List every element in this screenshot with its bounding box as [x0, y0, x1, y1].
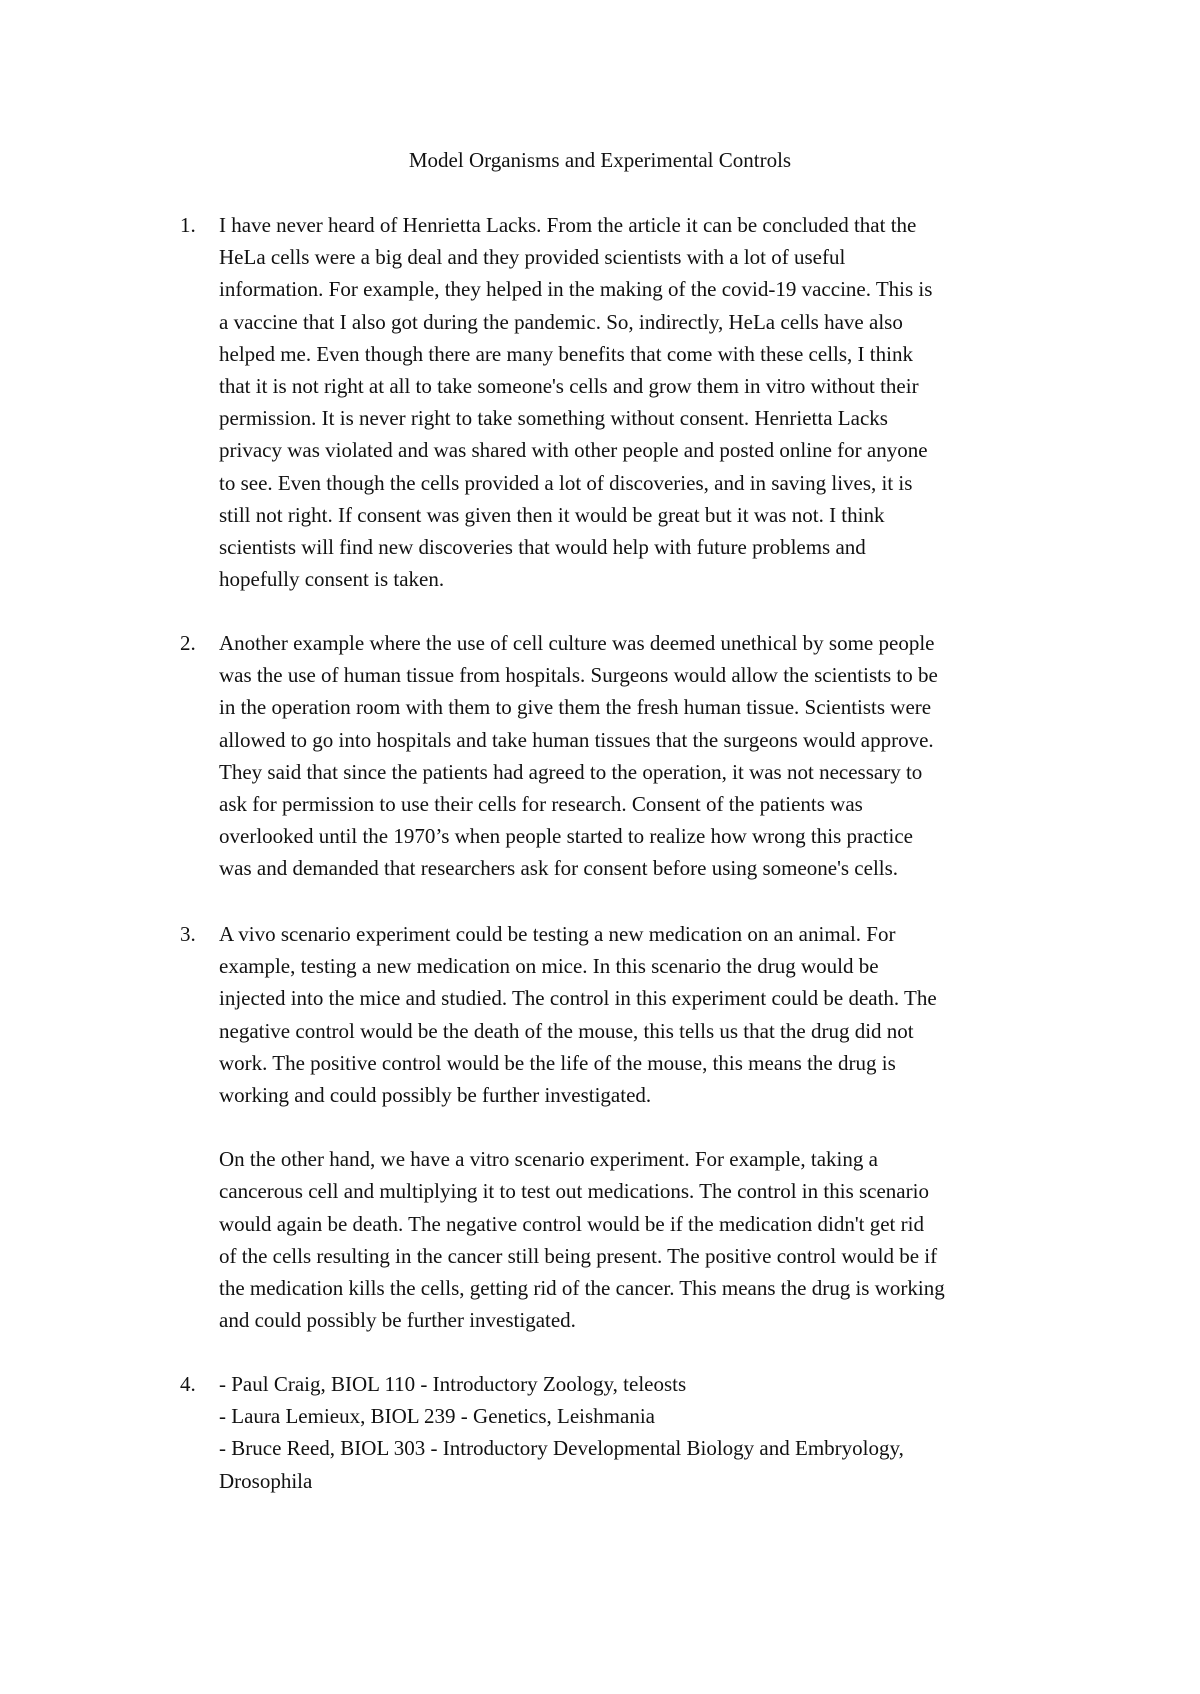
text-line: A vivo scenario experiment could be testing a new medication on an animal. For	[219, 922, 896, 946]
text-line: They said that since the patients had agreed to the operation, it was not necessary to	[219, 759, 923, 784]
list-item-number: 2.	[180, 631, 196, 655]
paragraph	[219, 209, 1075, 595]
paragraph	[219, 918, 1075, 1111]
text-line: working and could possibly be further investigated.	[219, 1083, 652, 1108]
list-item-number: 4.	[180, 1372, 196, 1396]
text-line: allowed to go into hospitals and take human tissues that the surgeons would approve.	[219, 727, 934, 752]
text-line: would again be death. The negative control would be if the medication didn't get rid	[219, 1211, 924, 1236]
list-item-2	[180, 627, 1075, 885]
list-item-1	[180, 209, 1075, 595]
text-line: helped me. Even though there are many benefits that come with these cells, I think	[219, 341, 913, 366]
list-item-number: 1.	[180, 213, 196, 237]
paragraph	[219, 627, 1075, 885]
text-line: to see. Even though the cells provided a lot of discoveries, and in saving lives, it is	[219, 470, 913, 495]
text-line: scientists will find new discoveries that would help with future problems and	[219, 535, 866, 560]
text-line: hopefully consent is taken.	[219, 567, 445, 592]
text-line: - Paul Craig, BIOL 110 - Introductory Zoology, teleosts	[219, 1372, 687, 1396]
text-line: - Bruce Reed, BIOL 303 - Introductory Developmental Biology and Embryology,	[219, 1436, 904, 1461]
text-line: ask for permission to use their cells for research. Consent of the patients was	[219, 792, 863, 817]
text-line: negative control would be the death of the mouse, this tells us that the drug did not	[219, 1018, 914, 1043]
text-line: Drosophila	[219, 1468, 313, 1493]
text-line: On the other hand, we have a vitro scenario experiment. For example, taking a	[219, 1147, 878, 1172]
text-line: and could possibly be further investigated.	[219, 1308, 576, 1333]
text-line: Another example where the use of cell culture was deemed unethical by some people	[219, 631, 935, 655]
text-line: work. The positive control would be the life of the mouse, this means the drug is	[219, 1050, 896, 1075]
text-line: that it is not right at all to take someone's cells and grow them in vitro without their	[219, 374, 919, 399]
paragraph	[219, 1143, 1075, 1336]
text-line: I have never heard of Henrietta Lacks. From the article it can be concluded that the	[219, 213, 917, 237]
text-line: was the use of human tissue from hospitals. Surgeons would allow the scientists to be	[219, 663, 938, 688]
text-line: example, testing a new medication on mice. In this scenario the drug would be	[219, 954, 879, 979]
text-line: a vaccine that I also got during the pandemic. So, indirectly, HeLa cells have also	[219, 309, 903, 334]
list-item-4	[180, 1368, 1075, 1497]
text-line: privacy was violated and was shared with other people and posted online for anyone	[219, 438, 928, 463]
document-title: Model Organisms and Experimental Controls	[408, 148, 792, 172]
text-line: the medication kills the cells, getting rid of the cancer. This means the drug is working	[219, 1276, 945, 1301]
text-line: injected into the mice and studied. The control in this experiment could be death. The	[219, 986, 937, 1011]
text-line: was and demanded that researchers ask for consent before using someone's cells.	[219, 856, 899, 881]
instructor-list	[219, 1368, 1075, 1497]
text-line: information. For example, they helped in the making of the covid-19 vaccine. This is	[219, 277, 933, 302]
list-item-number: 3.	[180, 922, 196, 946]
text-line: in the operation room with them to give them the fresh human tissue. Scientists were	[219, 695, 932, 720]
text-line: cancerous cell and multiplying it to test out medications. The control in this scenario	[219, 1179, 929, 1204]
text-line: overlooked until the 1970’s when people started to realize how wrong this practice	[219, 824, 913, 849]
text-line: - Laura Lemieux, BIOL 239 - Genetics, Leishmania	[219, 1404, 655, 1429]
text-line: HeLa cells were a big deal and they provided scientists with a lot of useful	[219, 245, 846, 270]
text-line: still not right. If consent was given then it would be great but it was not. I think	[219, 502, 885, 527]
text-line: permission. It is never right to take something without consent. Henrietta Lacks	[219, 406, 888, 431]
list-item-3	[180, 918, 1075, 1336]
text-line: of the cells resulting in the cancer still being present. The positive control would be if	[219, 1243, 938, 1268]
